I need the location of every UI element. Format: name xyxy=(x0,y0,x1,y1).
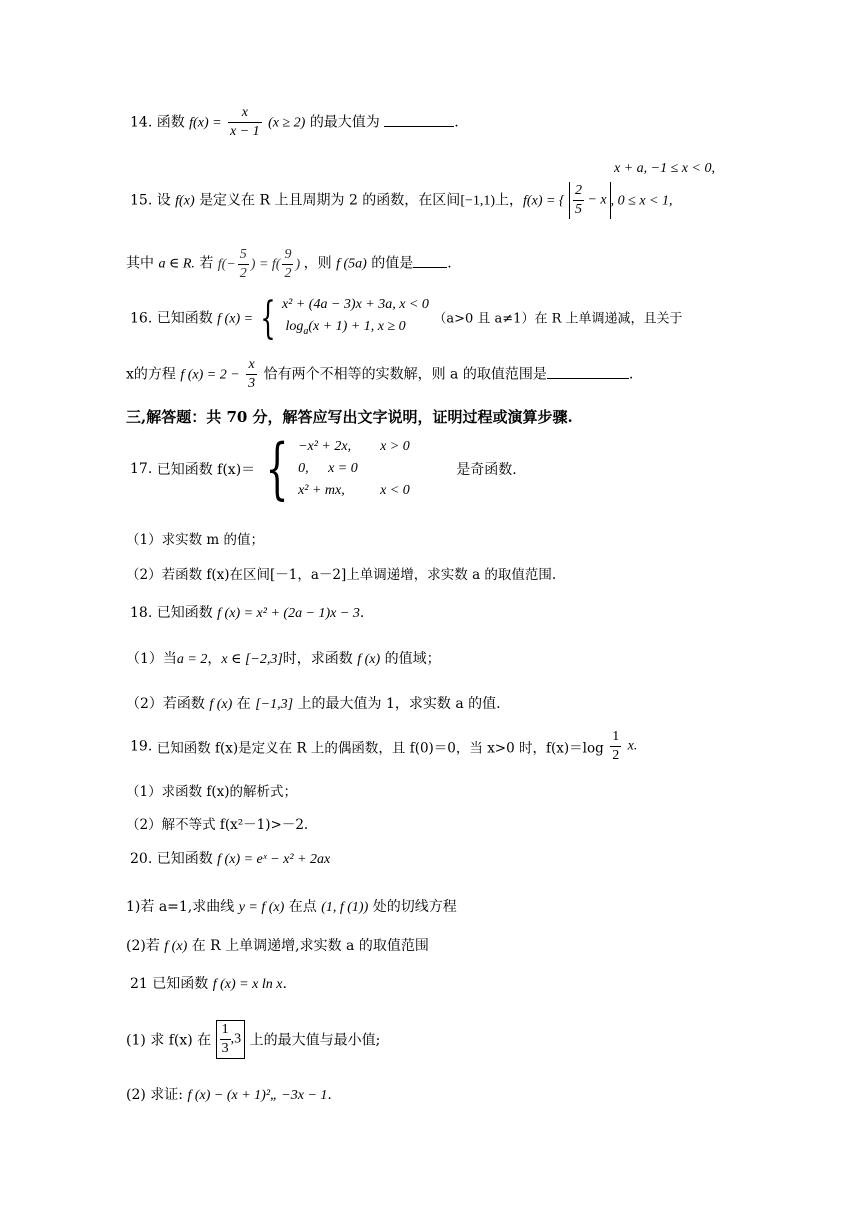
q17-p1-cond: x > 0 xyxy=(380,439,410,454)
q21-sub2 xyxy=(126,1084,332,1104)
q21-sub2-formula: f (x) − (x + 1)²„ −3x − 1 xyxy=(187,1088,328,1103)
q15-frac-num: 2 xyxy=(573,182,584,201)
q17-sub1: （1）求实数 m 的值； xyxy=(126,532,264,548)
q21-sub1-a: (1) 求 f(x) 在 xyxy=(126,1032,212,1049)
q18-sub2-interval: [−1,3] xyxy=(255,697,294,712)
q17-p3-cond: x < 0 xyxy=(380,483,410,498)
q16-eq: f (x) = 2 − xyxy=(180,367,240,383)
q15-interval: [−1,1) xyxy=(460,193,496,209)
q15-value-is: 的值是 xyxy=(371,255,414,272)
q16-answer-blank[interactable] xyxy=(547,364,629,379)
q21-sub1-interval xyxy=(216,1020,246,1059)
q20-formula: f (x) = eˣ − x² + 2ax xyxy=(217,852,331,867)
q19-log-base-fraction xyxy=(610,728,621,765)
q18-sub2-a: （2）若函数 xyxy=(126,696,205,712)
q16-log: log xyxy=(285,319,304,334)
q19-num: 1 xyxy=(610,728,621,747)
q20-sub1-a: 1)若 a=1,求曲线 xyxy=(126,899,235,915)
q17-p2-cond: x = 0 xyxy=(328,461,358,476)
q14-condition: (x ≥ 2) xyxy=(268,115,306,131)
q14-denominator: x − 1 xyxy=(230,124,260,139)
q21-sub1-fraction xyxy=(220,1021,231,1058)
q20-sub1-c: 处的切线方程 xyxy=(372,899,457,915)
q18-sub2-b: 在 xyxy=(236,696,251,712)
q21-sub1-num: 1 xyxy=(220,1021,231,1040)
q14-end: . xyxy=(454,114,459,131)
q15-cond-frac2 xyxy=(282,246,293,283)
q20-sub1 xyxy=(126,896,457,916)
q17-sub2: （2）若函数 f(x)在区间[－1，a－2]上单调递增，求实数 a 的取值范围. xyxy=(126,567,557,583)
q17-case1 xyxy=(298,436,410,458)
q15-cond-left: f(− xyxy=(217,256,236,272)
q21-lead: 已知函数 xyxy=(152,976,209,992)
q18-sub1-c: 时，求函数 xyxy=(282,651,353,667)
q19-tail: x. xyxy=(627,738,638,754)
q15-a-in-r: a ∈ R. xyxy=(158,256,195,272)
question-14 xyxy=(130,104,459,141)
q21-sub1 xyxy=(126,1020,380,1059)
q15-cond-frac1 xyxy=(238,246,249,283)
q20-sub1-point: (1, f (1)) xyxy=(321,900,369,915)
q21-formula: f (x) = x ln x xyxy=(212,977,283,992)
q17-case3 xyxy=(298,480,410,502)
q16-piece2 xyxy=(282,316,429,343)
q17-p1: −x² + 2x, xyxy=(298,439,352,454)
q15-cond-num2: 9 xyxy=(282,246,293,265)
q19-sub1: （1）求函数 f(x)的解析式； xyxy=(126,784,298,800)
q21-sub2-a: (2) 求证: xyxy=(126,1087,183,1103)
q15-f-eq: f(x) = { xyxy=(523,193,565,209)
q20-sub1-eq: y = f (x) xyxy=(238,900,285,915)
q16-piece2-rest: (x + 1) + 1, x ≥ 0 xyxy=(308,319,406,334)
q15-cond-mid: ) = f( xyxy=(250,256,281,272)
q20-label: 20. xyxy=(130,851,153,867)
q19-sub2: （2）解不等式 f(x²－1)>－2. xyxy=(126,817,309,833)
q15-line2-a: 其中 xyxy=(126,255,154,272)
question-18 xyxy=(130,602,364,622)
q18-formula: f (x) = x² + (2a − 1)x − 3 xyxy=(217,606,360,621)
q15-frac-den: 5 xyxy=(574,202,582,217)
q18-label: 18. xyxy=(130,605,153,621)
q20-sub2-b: 在 R 上单调递增,求实数 a 的取值范围 xyxy=(191,938,429,954)
question-16 xyxy=(130,294,683,343)
question-15-piece1 xyxy=(614,160,715,177)
q17-label: 17. xyxy=(130,461,153,477)
q15-piece2-rest: − x xyxy=(587,192,607,208)
q15-text3: 上， xyxy=(495,192,524,209)
question-20 xyxy=(130,848,330,868)
q16-lead: 已知函数 xyxy=(156,310,213,327)
q15-then: ，则 xyxy=(303,255,332,272)
q19-den: 2 xyxy=(612,748,620,763)
q14-fraction xyxy=(228,104,262,141)
q17-brace-icon: { xyxy=(265,430,289,507)
q18-sub2-fx: f (x) xyxy=(209,697,233,712)
q16-eq-fraction xyxy=(246,356,257,393)
q21-sub1-den: 3 xyxy=(221,1041,229,1056)
q21-end2: . xyxy=(327,1087,332,1103)
q21-label: 21 xyxy=(130,976,148,992)
q15-fx: f(x) xyxy=(175,193,195,209)
q20-sub2-fx: f (x) xyxy=(164,939,188,954)
q20-sub2 xyxy=(126,935,429,955)
question-17 xyxy=(130,430,517,507)
q15-text2: 是定义在 R 上且周期为 2 的函数，在区间 xyxy=(199,192,461,209)
q17-p2: 0, xyxy=(298,461,309,476)
q14-f-eq: f(x) = xyxy=(189,115,222,131)
q15-answer-blank[interactable] xyxy=(413,253,447,268)
q15-fraction xyxy=(573,182,584,219)
q15-cond-den2: 2 xyxy=(284,266,292,281)
q16-log-base: a xyxy=(303,326,309,337)
q16-piece1: x² + (4a − 3)x + 3a, x < 0 xyxy=(281,297,429,312)
section-3-heading: 三,解答题：共 70 分，解答应写出文字说明，证明过程或演算步骤. xyxy=(126,408,573,426)
q16-f-eq: f (x) = xyxy=(217,311,254,327)
q17-tail: 是奇函数. xyxy=(456,462,517,478)
q16-brace-icon: { xyxy=(259,292,276,344)
q18-lead: 已知函数 xyxy=(156,605,213,621)
question-15 xyxy=(130,182,673,219)
q16-paren: （a>0 且 a≠1）在 R 上单调递减，且关于 xyxy=(433,311,683,327)
q14-lead: 函数 xyxy=(156,114,185,131)
q16-label: 16. xyxy=(130,310,153,327)
q18-sub1-fx: f (x) xyxy=(357,652,381,667)
q15-piece2-cond: , 0 ≤ x < 1, xyxy=(610,193,673,209)
q15-f5a: f (5a) xyxy=(336,256,367,272)
question-19 xyxy=(130,728,637,765)
q16-line2-a: x的方程 xyxy=(126,366,176,383)
question-15-line2 xyxy=(126,246,452,283)
q16-eq-den: 3 xyxy=(248,376,256,391)
q20-sub2-a: (2)若 xyxy=(126,938,160,954)
q14-answer-blank[interactable] xyxy=(384,112,454,127)
q18-sub2-c: 上的最大值为 1，求实数 a 的值. xyxy=(297,696,501,712)
q18-sub1-d: 的值域； xyxy=(384,651,441,667)
q15-cond-right: ) xyxy=(295,256,301,272)
q15-piece1: x + a, −1 ≤ x < 0, xyxy=(614,161,715,176)
q15-label: 15. xyxy=(130,192,153,209)
q18-sub1-cond: a = 2 xyxy=(176,652,208,667)
q15-condition xyxy=(217,247,304,281)
q15-abs-value xyxy=(569,182,611,219)
q15-end: . xyxy=(447,255,452,272)
question-16-line2 xyxy=(126,356,633,393)
q16-eq-num: x xyxy=(246,356,257,375)
q15-cond-num1: 5 xyxy=(238,246,249,265)
q21-sub1-b: 上的最大值与最小值; xyxy=(249,1032,381,1049)
q17-p3: x² + mx, xyxy=(298,483,345,498)
q18-sub1-b: ， xyxy=(207,651,222,667)
q14-numerator: x xyxy=(228,104,262,123)
q18-sub1 xyxy=(126,648,441,668)
q18-sub1-domain: x ∈ [−2,3] xyxy=(221,652,283,667)
q20-lead: 已知函数 xyxy=(156,851,213,867)
q21-end: . xyxy=(282,976,287,992)
q14-label: 14. xyxy=(130,114,153,131)
q19-label: 19. xyxy=(130,738,153,755)
q18-sub2 xyxy=(126,693,501,713)
q16-line2-b: 恰有两个不相等的实数解，则 a 的取值范围是 xyxy=(263,366,547,383)
q19-text: 已知函数 f(x)是定义在 R 上的偶函数，且 f(0)＝0，当 x>0 时，f(x)＝log xyxy=(156,740,604,757)
q18-sub1-a: （1）当 xyxy=(126,651,177,667)
q18-end: . xyxy=(359,605,365,621)
q21-sub1-rest: ,3 xyxy=(230,1031,242,1047)
q16-end: . xyxy=(628,366,634,383)
q17-lead: 已知函数 f(x)＝ xyxy=(156,462,256,478)
q17-case2 xyxy=(298,458,410,480)
q15-if: 若 xyxy=(199,255,214,272)
q15-text1: 设 xyxy=(156,192,171,209)
q17-cases xyxy=(298,436,410,502)
q16-cases xyxy=(282,294,429,343)
q15-cond-den1: 2 xyxy=(239,266,247,281)
question-21 xyxy=(130,973,287,993)
q20-sub1-b: 在点 xyxy=(288,899,317,915)
q14-tail: 的最大值为 xyxy=(309,114,380,131)
